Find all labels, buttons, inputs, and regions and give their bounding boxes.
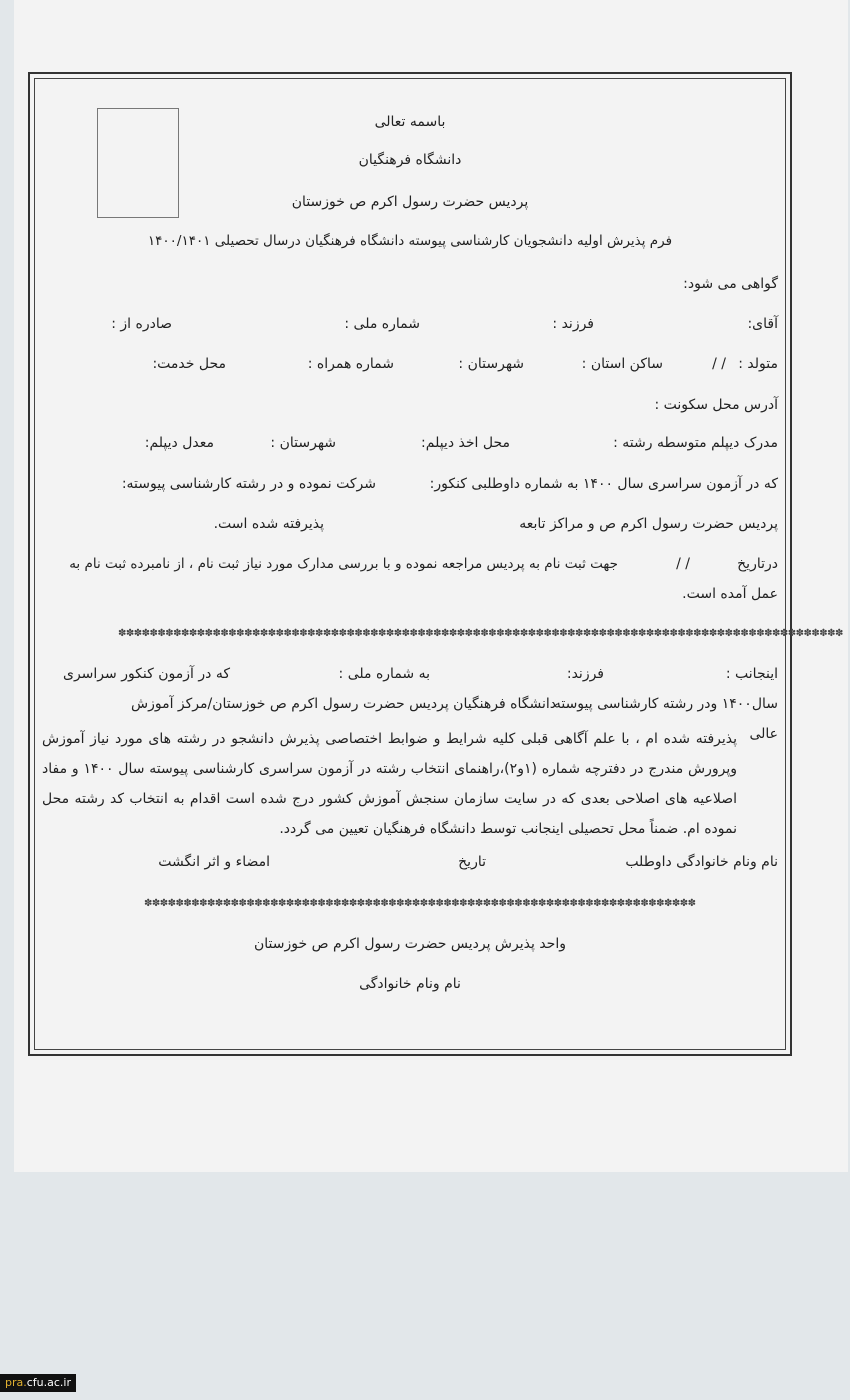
date-label: درتاریخ [737, 556, 778, 572]
watermark-prefix: pra. [4, 1376, 27, 1389]
declaration-injaneb: اینجانب : [725, 666, 778, 682]
province-label: ساکن استان : [581, 356, 663, 372]
born-date-slashes: / / [712, 356, 726, 372]
campus-name: پردیس حضرت رسول اکرم ص خوزستان [291, 194, 529, 210]
site-watermark [0, 1374, 76, 1392]
diploma-city-label: شهرستان : [270, 435, 336, 451]
address-label: آدرس محل سکونت : [654, 397, 778, 413]
declaration-year-field: سال۱۴۰۰ ودر رشته کارشناسی پیوسته [553, 696, 778, 712]
declaration-body: پذیرفته شده ام ، با علم آگاهی قبلی کلیه شرایط و ضوابط اختصاصی پذیرش دانشجو در رشته های مورد نیاز آموزش وپرورش مندرج در دفترچه شماره (۱و۲)،راهنمای انتخاب رشته در آزمون سراسری کارشناسی پیوسته سال ۱۴۰۰ و مفاد اصلاعیه های اصلاحی بعدی که در سایت سازمان سنجش آموزش کشور درج شده است اقدام به انتخاب کد رشته محل نموده ام. ضمناً محل تحصیلی اینجانب توسط دانشگاه فرهنگیان تعیین می گردد. [42, 731, 737, 837]
declaration-national-id: به شماره ملی : [338, 666, 430, 682]
city-label: شهرستان : [458, 356, 524, 372]
diploma-place-label: محل اخذ دیپلم: [421, 435, 510, 451]
signature-label: امضاء و اثر انگشت [158, 854, 270, 870]
campus-line: پردیس حضرت رسول اکرم ص و مراکز تابعه [519, 516, 778, 532]
certificate-intro: گواهی می شود: [683, 276, 778, 292]
accepted-text: پذیرفته شده است. [213, 516, 324, 532]
separator-2: ✽✽✽✽✽✽✽✽✽✽✽✽✽✽✽✽✽✽✽✽✽✽✽✽✽✽✽✽✽✽✽✽✽✽✽✽✽✽✽✽✽✽✽✽✽✽✽✽✽✽✽✽✽✽✽✽✽✽✽✽✽✽✽✽✽✽✽✽✽✽ [144, 898, 696, 909]
exam-participated-text: شرکت نموده و در رشته کارشناسی پیوسته: [121, 476, 376, 492]
registration-date-slashes: / / [676, 556, 690, 572]
farzand-label: فرزند : [552, 316, 594, 332]
mobile-label: شماره همراه : [307, 356, 394, 372]
university-name: دانشگاه فرهنگیان [358, 152, 462, 168]
born-label: متولد : [738, 356, 778, 372]
declaration-date-label: تاریخ [458, 854, 486, 870]
declaration-university-line: دانشگاه فرهنگیان پردیس حضرت رسول اکرم ص خوزستان/مرکز آموزش [131, 696, 556, 712]
photo-placeholder [97, 108, 179, 218]
admission-unit: واحد پذیرش پردیس حضرت رسول اکرم ص خوزستان [254, 936, 566, 952]
declaration-farzand: فرزند: [566, 666, 604, 682]
national-id-label: شماره ملی : [344, 316, 420, 332]
basmala: باسمه تعالی [374, 114, 446, 130]
diploma-gpa-label: معدل دیپلم: [144, 435, 214, 451]
separator-1: ✽✽✽✽✽✽✽✽✽✽✽✽✽✽✽✽✽✽✽✽✽✽✽✽✽✽✽✽✽✽✽✽✽✽✽✽✽✽✽✽✽✽✽✽✽✽✽✽✽✽✽✽✽✽✽✽✽✽✽✽✽✽✽✽✽✽✽✽✽✽✽✽✽✽✽✽✽✽✽✽✽✽✽✽✽✽✽✽✽✽✽✽ [118, 628, 843, 639]
agha-label: آقای: [747, 316, 778, 332]
form-title: فرم پذیرش اولیه دانشجویان کارشناسی پیوسته دانشگاه فرهنگیان درسال تحصیلی ۱۴۰۰/۱۴۰۱ [147, 233, 673, 249]
exam-text: که در آزمون سراسری سال ۱۴۰۰ به شماره داوطلبی کنکور: [429, 476, 778, 492]
declaration-aali: عالی [749, 726, 778, 742]
officer-name-label: نام ونام خانوادگی [359, 976, 461, 992]
watermark-domain: cfu.ac.ir [26, 1376, 71, 1389]
registration-end: عمل آمده است. [682, 586, 778, 602]
service-place-label: محل خدمت: [152, 356, 226, 372]
declaration-exam: که در آزمون کنکور سراسری [62, 666, 230, 682]
registration-text: جهت ثبت نام به پردیس مراجعه نموده و با بررسی مدارک مورد نیاز ثبت نام ، از نامبرده ثبت نام به [69, 556, 618, 572]
issued-from-label: صادره از : [111, 316, 172, 332]
diploma-field-label: مدرک دیپلم متوسطه رشته : [613, 435, 778, 451]
applicant-name-label: نام ونام خانوادگی داوطلب [625, 854, 778, 870]
